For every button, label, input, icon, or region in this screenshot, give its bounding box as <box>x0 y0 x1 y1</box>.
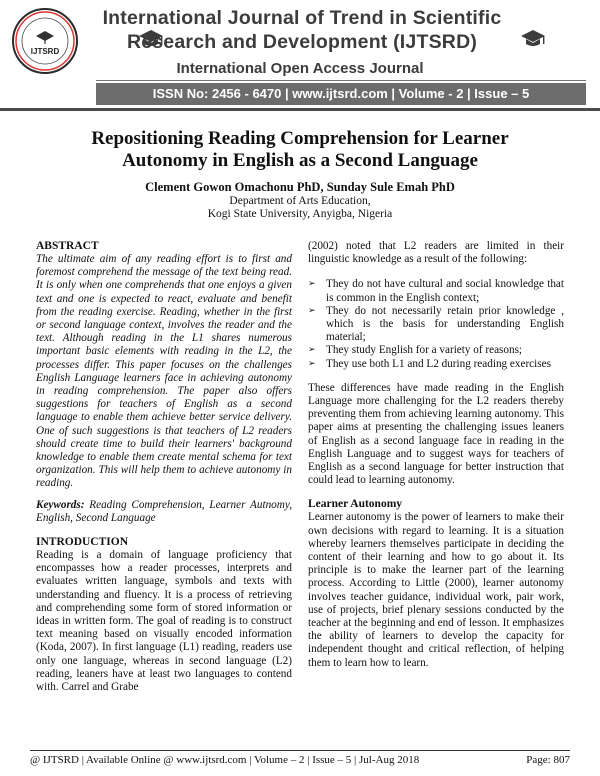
keywords-label: Keywords: <box>36 498 85 511</box>
list-item: ➢ They do not have cultural and social knowledge that is common in the English context; <box>308 278 564 304</box>
footer-rule <box>30 750 570 751</box>
author-list: Clement Gowon Omachonu PhD, Sunday Sule Emah PhD <box>145 180 455 194</box>
header-bottom-rule <box>0 108 600 111</box>
arrow-bullet-icon: ➢ <box>308 279 316 290</box>
list-item: ➢ They do not necessarily retain prior knowledge , which is the basis for understanding English material; <box>308 304 564 344</box>
list-item: ➢ They study English for a variety of reasons; <box>308 344 523 357</box>
introduction-text: Reading is a domain of language proficiency that encompasses how a reader processes, interprets and evaluates written language, symbols and texts with understanding and fluency. It is a process of retrieving and comprehending some form of stored information or ideas in written form. The goal of reading is to construct text meaning based on visually encoded information (Koda, 2007). In first language (L1) reading, readers use only one language, whereas in second language (L2) reading, leaners have at least two languages to contend with. Carrel and Grabe <box>36 549 292 694</box>
differences-paragraph: These differences have made reading in the English Language more challenging for the L2 readers thereby preventing them from achieving learning autonomy. This paper aims at presenting the challenging issues leaners of English as a second language face in reading in the English Language and to suggest ways for teachers of English as a second language for better instruction that could lead to learning autonomy. <box>308 381 564 487</box>
journal-title <box>92 6 512 54</box>
journal-title-line1: International Journal of Trend in Scientific <box>102 7 502 29</box>
right-column <box>308 240 564 670</box>
keywords-text: Reading Comprehension, Learner Autnomy, English, Second Language <box>36 498 292 524</box>
abstract-heading: ABSTRACT <box>36 240 99 252</box>
affiliation <box>40 195 560 221</box>
introduction-heading: INTRODUCTION <box>36 536 129 549</box>
page-number: Page: 807 <box>526 754 570 766</box>
abstract-text: The ultimate aim of any reading effort is to first and foremost comprehend the message of the text being read. It is only when one comprehends that one enjoys a given text and one is expected to react, evaluate and benefit from the reading exercise. Reading, whether in the first or second language context, involves the reader and the text. Although reading in the L1 shares numerous important basic elements with reading in the L2, the processes differ. This paper focuses on the challenges English Language learners face in achieving autonomy in reading comprehension. The paper also offers suggestions for teachers of English as a second language to enable them achieve better service delivery. One of such suggestions is that teachers of L2 readers should create time to build their learners' background knowledge to enable them create mental schema for text organization. This will help them to achieve autonomy in reading. <box>36 253 292 490</box>
keywords <box>36 499 292 525</box>
paper-title-line2: Autonomy in English as a Second Language <box>122 150 478 171</box>
footer-citation: @ IJTSRD | Available Online @ www.ijtsrd.com | Volume – 2 | Issue – 5 | Jul-Aug 2018 <box>30 754 420 766</box>
journal-header <box>0 0 600 112</box>
bullet-list <box>308 278 564 370</box>
department: Department of Arts Education, <box>229 195 371 207</box>
paper-title-line1: Repositioning Reading Comprehension for Learner <box>91 128 509 149</box>
arrow-bullet-icon: ➢ <box>308 305 316 316</box>
arrow-bullet-icon: ➢ <box>308 358 316 369</box>
journal-title-line2: Research and Development (IJTSRD) <box>126 31 478 53</box>
learner-autonomy-text: Learner autonomy is the power of learners to make their own decisions with regard to learning. It is a situation whereby learners themselves participate in deciding the content of their learning and how to go about it. Its principle is to make the learner part of the learning process. According to Little (2000), learner autonomy involves teacher guidance, individual work, pair work, use of projects, brief plenary sessions conducted by the teacher at the beginning and end of lesson. It emphasizes the ability of learners to develop the capacity for independent thought and critical reflection, of helping them to learn how to learn. <box>308 511 564 669</box>
svg-text:IJTSRD: IJTSRD <box>30 47 60 56</box>
university: Kogi State University, Anyigba, Nigeria <box>207 208 393 220</box>
graduation-cap-icon <box>520 28 546 50</box>
paper-title <box>40 128 560 172</box>
learner-autonomy-heading: Learner Autonomy <box>308 498 403 511</box>
continuation-text: (2002) noted that L2 readers are limited in their linguistic knowledge as a result of the following: <box>308 240 564 266</box>
left-column <box>36 240 292 694</box>
issn-bar: ISSN No: 2456 - 6470 | www.ijtsrd.com | Volume - 2 | Issue – 5 <box>96 83 586 105</box>
open-access-label: International Open Access Journal <box>176 60 424 77</box>
arrow-bullet-icon: ➢ <box>308 345 316 356</box>
list-item: ➢ They use both L1 and L2 during reading exercises <box>308 357 551 370</box>
header-divider <box>96 80 586 81</box>
